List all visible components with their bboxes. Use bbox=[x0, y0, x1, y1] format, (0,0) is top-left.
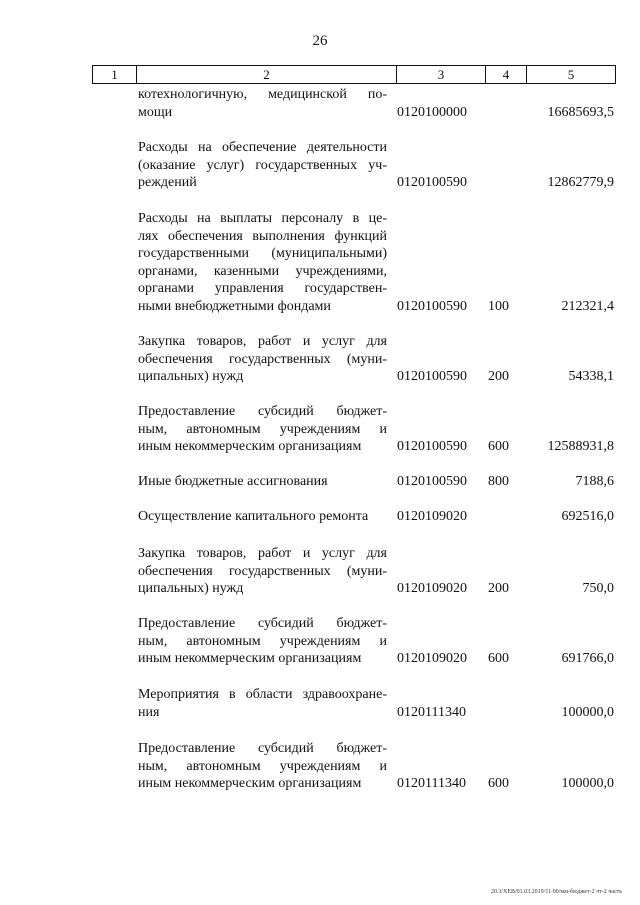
description-line: государственными (муниципальными) bbox=[138, 246, 387, 261]
description-line: Расходы на обеспечение деятельности bbox=[138, 140, 387, 155]
description-line: мощи bbox=[138, 104, 173, 120]
description-line: ным, автономным учреждениям и bbox=[138, 421, 387, 437]
row-code: 0120109020 bbox=[397, 581, 467, 596]
description-line: Закупка товаров, работ и услуг для bbox=[138, 546, 387, 561]
row-expense-type: 100 bbox=[488, 298, 509, 314]
description-line: ным, автономным учреждениям и bbox=[138, 633, 387, 649]
row-code: 0120100590 bbox=[397, 474, 467, 489]
description-line: органами, казенными учреждениями, bbox=[138, 263, 387, 279]
header-col-2: 2 bbox=[137, 66, 397, 83]
row-code: 0120100590 bbox=[397, 298, 467, 314]
page-number: 26 bbox=[312, 33, 328, 49]
row-code: 0120100590 bbox=[397, 175, 467, 190]
description-line: Расходы на выплаты персоналу в це- bbox=[138, 211, 387, 226]
description-line: ным, автономным учреждениям и bbox=[138, 758, 387, 774]
row-code: 0120111340 bbox=[397, 776, 466, 791]
description-line: ными внебюджетными фондами bbox=[138, 298, 331, 314]
row-description bbox=[138, 545, 387, 598]
row-amount: 16685693,5 bbox=[547, 104, 614, 120]
row-description bbox=[138, 86, 387, 121]
description-line: Предоставление субсидий бюджет- bbox=[138, 404, 387, 419]
row-expense-type: 600 bbox=[488, 776, 509, 791]
row-expense-type: 200 bbox=[488, 581, 509, 596]
row-amount: 12588931,8 bbox=[547, 439, 614, 454]
header-col-5: 5 bbox=[567, 67, 575, 82]
row-code: 0120100590 bbox=[397, 369, 467, 384]
description-line: органами управления государствен- bbox=[138, 281, 387, 296]
description-line: иным некоммерческим организациям bbox=[138, 439, 362, 454]
description-line: реждений bbox=[138, 175, 197, 190]
row-amount: 7188,6 bbox=[575, 474, 614, 489]
row-code: 0120100000 bbox=[397, 104, 467, 120]
description-line: Осуществление капитального ремонта bbox=[138, 509, 369, 524]
description-line: обеспечения государственных (муни- bbox=[138, 351, 387, 367]
row-amount: 54338,1 bbox=[568, 369, 614, 384]
row-amount: 750,0 bbox=[582, 581, 614, 596]
row-code: 0120109020 bbox=[397, 509, 467, 524]
header-col-4: 4 bbox=[486, 66, 527, 83]
row-description bbox=[138, 210, 387, 315]
row-amount: 691766,0 bbox=[561, 651, 614, 666]
row-code: 0120100590 bbox=[397, 439, 467, 454]
row-description bbox=[138, 139, 387, 192]
row-expense-type: 800 bbox=[488, 474, 509, 489]
row-description bbox=[138, 473, 387, 491]
row-expense-type: 600 bbox=[488, 651, 509, 666]
row-description bbox=[138, 403, 387, 456]
row-description bbox=[138, 615, 387, 668]
header-col-3: 3 bbox=[397, 66, 486, 83]
description-line: лях обеспечения выполнения функций bbox=[138, 228, 387, 244]
row-description bbox=[138, 740, 387, 793]
row-amount: 692516,0 bbox=[561, 509, 614, 524]
row-description bbox=[138, 333, 387, 386]
description-line: ципальных) нужд bbox=[138, 581, 244, 596]
table-header bbox=[92, 65, 616, 84]
row-code: 0120111340 bbox=[397, 704, 466, 720]
description-line: обеспечения государственных (муни- bbox=[138, 563, 387, 579]
description-line: котехнологичную, медицинской по- bbox=[138, 87, 387, 102]
row-code: 0120109020 bbox=[397, 651, 467, 666]
row-description bbox=[138, 508, 387, 526]
description-line: иным некоммерческим организациям bbox=[138, 651, 362, 666]
description-line: ципальных) нужд bbox=[138, 369, 244, 384]
description-line: Предоставление субсидий бюджет- bbox=[138, 616, 387, 631]
row-description bbox=[138, 686, 387, 721]
description-line: Иные бюджетные ассигнования bbox=[138, 474, 328, 489]
description-line: Закупка товаров, работ и услуг для bbox=[138, 334, 387, 349]
footer-note: 20.3/ХЕВ/01.03.2019/11:00/мм-бюджет-2 чт-2 часть bbox=[490, 889, 622, 895]
row-amount: 100000,0 bbox=[561, 776, 614, 791]
row-expense-type: 200 bbox=[488, 369, 509, 384]
description-line: (оказание услуг) государственных уч- bbox=[138, 157, 387, 173]
description-line: Предоставление субсидий бюджет- bbox=[138, 741, 387, 756]
description-line: ния bbox=[138, 704, 160, 720]
description-line: Мероприятия в области здравоохране- bbox=[138, 687, 387, 702]
header-col-1: 1 bbox=[93, 66, 137, 83]
description-line: иным некоммерческим организациям bbox=[138, 776, 362, 791]
row-expense-type: 600 bbox=[488, 439, 509, 454]
row-amount: 100000,0 bbox=[561, 704, 614, 720]
row-amount: 12862779,9 bbox=[547, 175, 614, 190]
row-amount: 212321,4 bbox=[561, 298, 614, 314]
